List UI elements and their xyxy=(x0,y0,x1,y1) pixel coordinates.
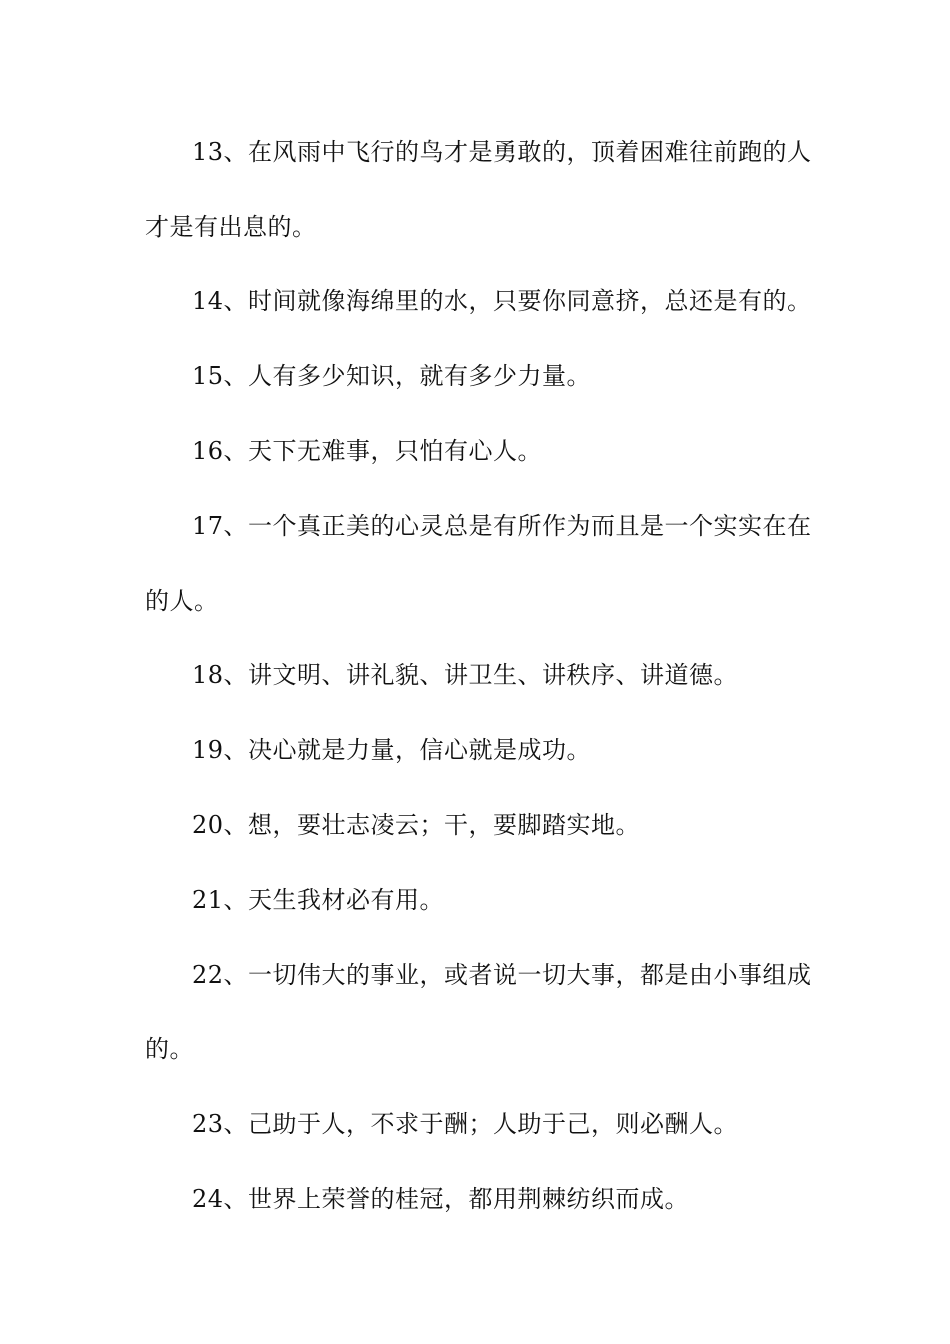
quote-15: 15、人有多少知识，就有多少力量。 xyxy=(192,362,592,390)
quote-19: 19、决心就是力量，信心就是成功。 xyxy=(192,736,592,764)
quote-23: 23、己助于人，不求于酬；人助于己，则必酬人。 xyxy=(192,1110,739,1138)
quote-22-line-1: 22、一切伟大的事业，或者说一切大事，都是由小事组成 xyxy=(192,961,812,989)
quote-16: 16、天下无难事，只怕有心人。 xyxy=(192,437,543,465)
quote-13-line-2: 才是有出息的。 xyxy=(145,213,317,241)
quote-20: 20、想，要壮志凌云；干，要脚踏实地。 xyxy=(192,811,641,839)
quote-17-line-1: 17、一个真正美的心灵总是有所作为而且是一个实实在在 xyxy=(192,512,812,540)
quote-22-line-2: 的。 xyxy=(145,1035,194,1063)
quote-21: 21、天生我材必有用。 xyxy=(192,886,445,914)
quote-24: 24、世界上荣誉的桂冠，都用荆棘纺织而成。 xyxy=(192,1185,690,1213)
quote-17-line-2: 的人。 xyxy=(145,587,219,615)
quote-13-line-1: 13、在风雨中飞行的鸟才是勇敢的，顶着困难往前跑的人 xyxy=(192,138,812,166)
quote-14: 14、时间就像海绵里的水，只要你同意挤，总还是有的。 xyxy=(192,287,812,315)
quote-18: 18、讲文明、讲礼貌、讲卫生、讲秩序、讲道德。 xyxy=(192,661,739,689)
